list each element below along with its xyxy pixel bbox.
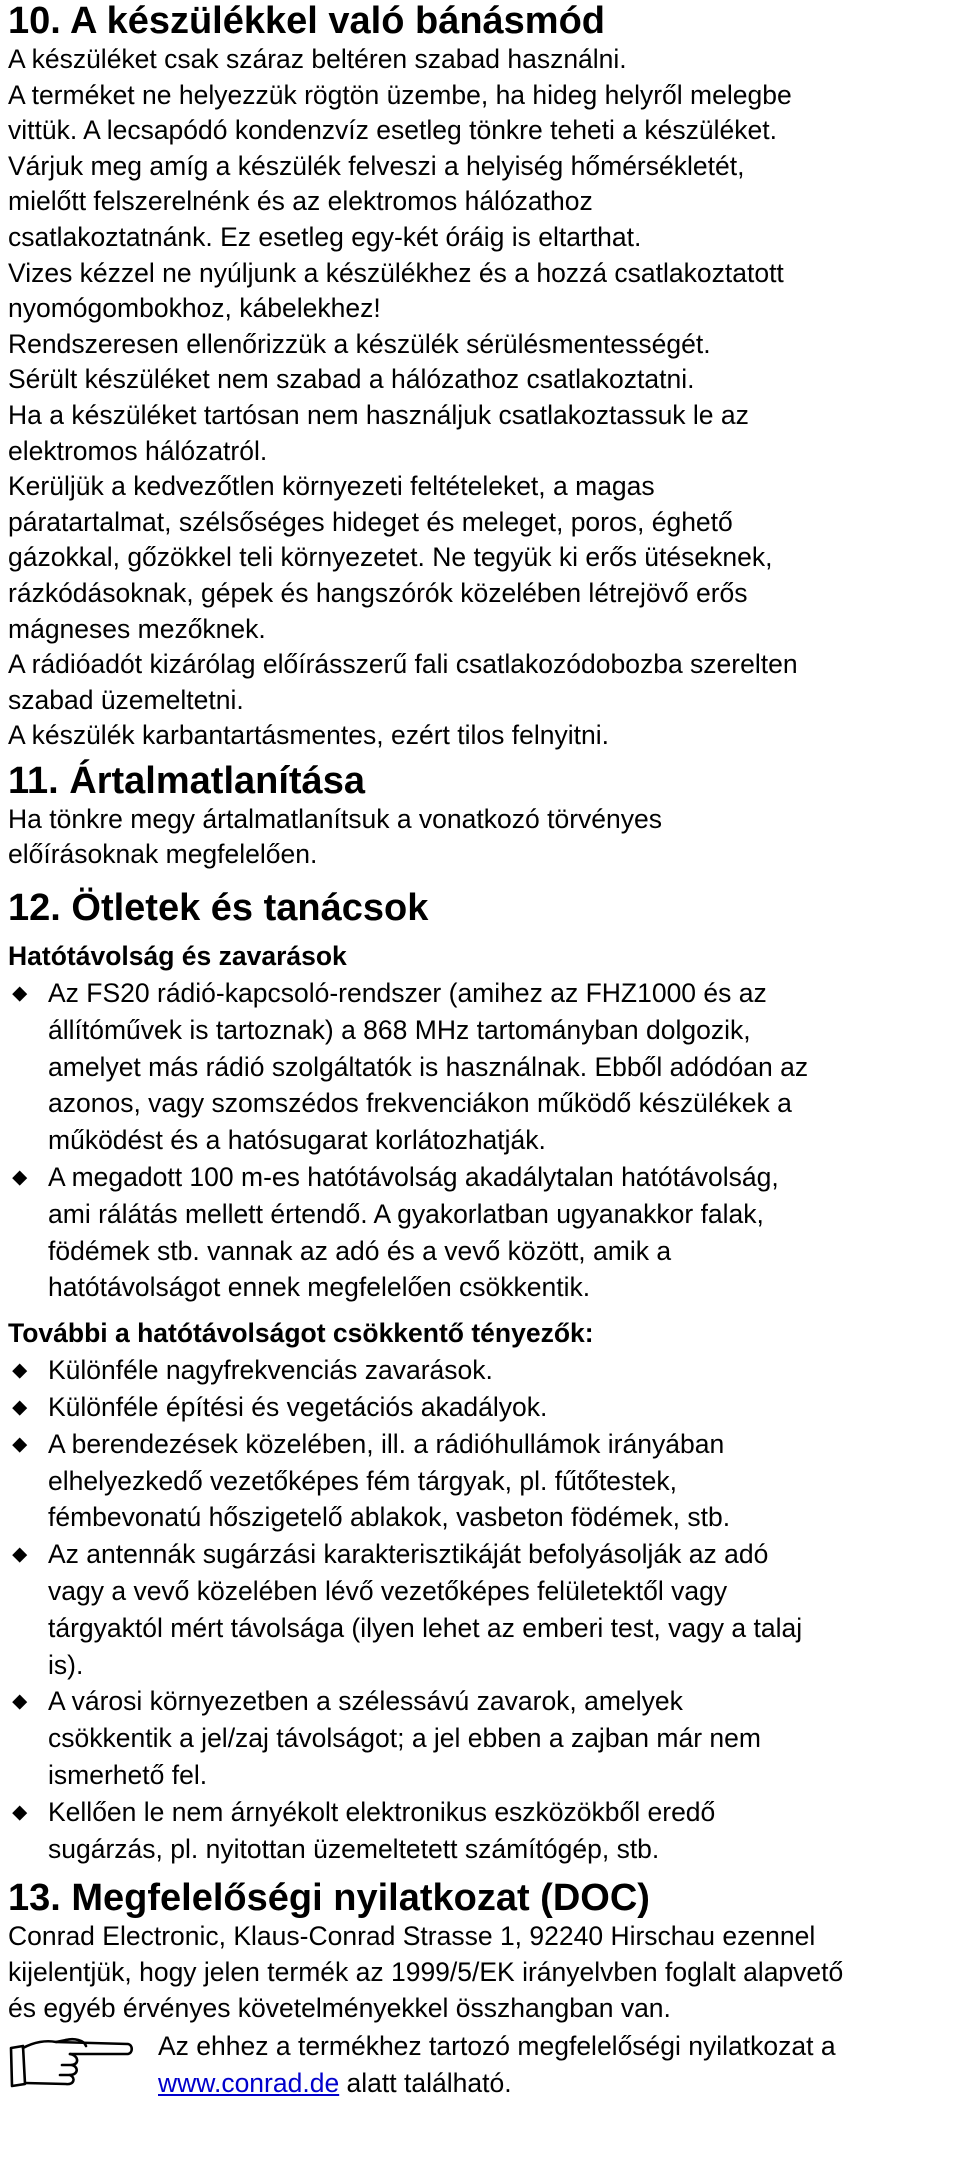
list-item-line: Kellően le nem árnyékolt elektronikus eszközökből eredő — [48, 1796, 716, 1827]
diamond-bullet-icon: ⬥ — [12, 1164, 28, 1190]
paragraph-line: A készüléket csak száraz beltéren szabad használni. — [8, 44, 627, 74]
diamond-bullet-icon: ⬥ — [12, 1541, 28, 1567]
list-item-line: működést és a hatósugarat korlátozhatják. — [48, 1125, 546, 1156]
section-10-title: 10. A készülékkel való bánásmód — [8, 0, 606, 42]
diamond-bullet-icon: ⬥ — [12, 1430, 28, 1456]
list-item-line: fémbevonatú hőszigetelő ablakok, vasbeton födémek, stb. — [48, 1502, 731, 1533]
list-item-line: vagy a vevő közelében lévő vezetőképes felületektől vagy — [48, 1576, 728, 1607]
paragraph-line: rázkódásoknak, gépek és hangszórók közelében létrejövő erős — [8, 577, 748, 608]
list-item-line: állítóművek is tartoznak) a 868 MHz tartományban dolgozik, — [48, 1014, 751, 1045]
list-item-line: A városi környezetben a szélessávú zavarok, amelyek — [48, 1686, 683, 1717]
paragraph-line: Conrad Electronic, Klaus-Conrad Strasse 1, 92240 Hirschau ezennel — [8, 1921, 816, 1952]
doc-note — [8, 2028, 950, 2104]
paragraph-line: Ha tönkre megy ártalmatlanítsuk a vonatkozó törvényes — [8, 803, 662, 834]
conrad-link[interactable]: www.conrad.de — [158, 2068, 340, 2099]
section-11-title: 11. Ártalmatlanítása — [8, 759, 365, 802]
list-item-line: Az antennák sugárzási karakterisztikáját befolyásolják az adó — [48, 1539, 769, 1570]
list-item — [8, 1683, 950, 1793]
diamond-bullet-icon: ⬥ — [12, 1798, 28, 1824]
list-item — [8, 975, 950, 1159]
paragraph-line: szabad üzemeltetni. — [8, 684, 244, 715]
section-13-title: 13. Megfelelőségi nyilatkozat (DOC) — [8, 1877, 650, 1920]
list-item-line: tárgyaktól mért távolsága (ilyen lehet az emberi test, vagy a talaj — [48, 1612, 803, 1643]
list-item — [8, 1389, 950, 1426]
paragraph-line: páratartalmat, szélsőséges hideget és meleget, poros, éghető — [8, 506, 733, 537]
paragraph-line: kijelentjük, hogy jelen termék az 1999/5/EK irányelvben foglalt alapvető — [8, 1956, 844, 1987]
paragraph-line: A rádióadót kizárólag előírásszerű fali csatlakozódobozba szerelten — [8, 649, 798, 680]
section-13-body — [8, 1919, 950, 2026]
paragraph-line: Kerüljük a kedvezőtlen környezeti feltételeket, a magas — [8, 471, 655, 502]
paragraph-line: elektromos hálózatról. — [8, 435, 268, 466]
paragraph-line: csatlakoztatnánk. Ez esetleg egy-két óráig is eltarthat. — [8, 221, 642, 252]
list-item-line: csökkentik a jel/zaj távolságot; a jel ebben a zajban már nem — [48, 1723, 761, 1754]
paragraph-line: vittük. A lecsapódó kondenzvíz esetleg tönkre teheti a készüléket. — [8, 115, 777, 146]
doc-note-line2 — [158, 2065, 836, 2102]
diamond-bullet-icon: ⬥ — [12, 1357, 28, 1383]
list-item-line: ami rálátás mellett értendő. A gyakorlatban ugyanakkor falak, — [48, 1198, 764, 1229]
list-item-line: Az FS20 rádió-kapcsoló-rendszer (amihez az FHZ1000 és az — [48, 978, 767, 1009]
paragraph-line: Várjuk meg amíg a készülék felveszi a helyiség hőmérsékletét, — [8, 150, 745, 181]
bullet-list-range — [8, 975, 950, 1306]
list-item-line: is). — [48, 1649, 84, 1680]
list-item-line: Különféle nagyfrekvenciás zavarások. — [48, 1355, 493, 1386]
paragraph-line: és egyéb érvényes követelményekkel összhangban van. — [8, 1992, 671, 2023]
bullet-list-factors — [8, 1352, 950, 1867]
section-11-body — [8, 802, 950, 873]
paragraph-line: Sérült készüléket nem szabad a hálózathoz csatlakoztatni. — [8, 364, 695, 395]
paragraph-line: gázokkal, gőzökkel teli környezetet. Ne tegyük ki erős ütéseknek, — [8, 542, 773, 573]
diamond-bullet-icon: ⬥ — [12, 1688, 28, 1714]
diamond-bullet-icon: ⬥ — [12, 980, 28, 1006]
list-item-line: ismerhető fel. — [48, 1760, 208, 1790]
subheading-range: Hatótávolság és zavarások — [8, 941, 347, 972]
list-item — [8, 1536, 950, 1683]
pointing-hand-icon — [8, 2034, 136, 2100]
paragraph-line: Ha a készüléket tartósan nem használjuk csatlakoztassuk le az — [8, 399, 749, 430]
doc-note-rest: alatt található. — [339, 2068, 512, 2099]
paragraph-line: mágneses mezőknek. — [8, 613, 266, 644]
list-item-line: A megadott 100 m-es hatótávolság akadálytalan hatótávolság, — [48, 1162, 779, 1193]
paragraph-line: nyomógombokhoz, kábelekhez! — [8, 293, 381, 324]
list-item — [8, 1352, 950, 1389]
list-item-line: Különféle építési és vegetációs akadályok. — [48, 1392, 548, 1423]
subheading-factors: További a hatótávolságot csökkentő tényezők: — [8, 1318, 594, 1349]
list-item — [8, 1426, 950, 1536]
list-item-line: elhelyezkedő vezetőképes fém tárgyak, pl. fűtőtestek, — [48, 1465, 677, 1496]
list-item-line: azonos, vagy szomszédos frekvenciákon működő készülékek a — [48, 1088, 792, 1119]
list-item — [8, 1159, 950, 1306]
paragraph-line: Vizes kézzel ne nyúljunk a készülékhez és a hozzá csatlakoztatott — [8, 257, 784, 288]
section-12-title: 12. Ötletek és tanácsok — [8, 887, 429, 930]
list-item-line: amelyet más rádió szolgáltatók is használnak. Ebből adódóan az — [48, 1051, 809, 1082]
list-item-line: sugárzás, pl. nyitottan üzemeltetett számítógép, stb. — [48, 1833, 660, 1864]
paragraph-line: Rendszeresen ellenőrizzük a készülék sérülésmentességét. — [8, 328, 711, 359]
doc-note-line: Az ehhez a termékhez tartozó megfelelőségi nyilatkozat a — [158, 2031, 836, 2062]
list-item-line: födémek stb. vannak az adó és a vevő között, amik a — [48, 1235, 672, 1266]
diamond-bullet-icon: ⬥ — [12, 1394, 28, 1420]
list-item-line: A berendezések közelében, ill. a rádióhullámok irányában — [48, 1428, 725, 1459]
list-item — [8, 1794, 950, 1868]
list-item-line: hatótávolságot ennek megfelelően csökkentik. — [48, 1272, 591, 1303]
paragraph-line: mielőtt felszerelnénk és az elektromos hálózathoz — [8, 186, 593, 217]
doc-note-text — [158, 2028, 836, 2102]
paragraph-line: előírásoknak megfelelően. — [8, 839, 318, 870]
paragraph-line: A készülék karbantartásmentes, ezért tilos felnyitni. — [8, 720, 609, 751]
section-10-body — [8, 42, 950, 754]
paragraph-line: A terméket ne helyezzük rögtön üzembe, ha hideg helyről melegbe — [8, 79, 792, 110]
